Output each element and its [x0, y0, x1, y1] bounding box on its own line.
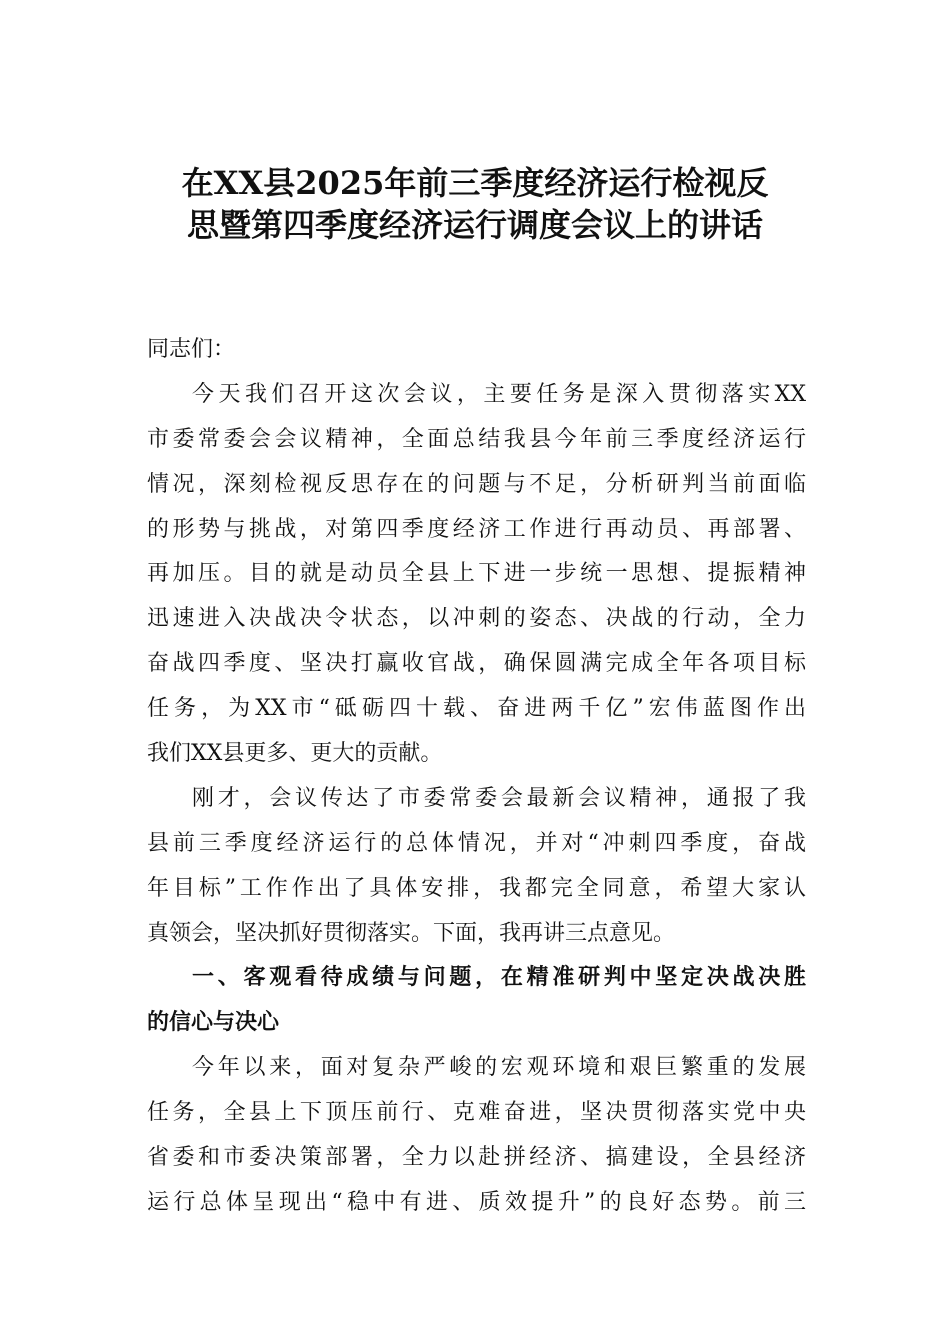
text-line: 省委和市委决策部署，全力以赴拼经济、搞建设，全县经济 [147, 1145, 806, 1171]
document-body [147, 328, 806, 1226]
text-line: 运行总体呈现出“稳中有进、质效提升”的良好态势。前三 [147, 1189, 806, 1215]
text-line: 今年以来，面对复杂严峻的宏观环境和艰巨繁重的发展 [192, 1055, 806, 1081]
text-line: 年目标”工作作出了具体安排，我都完全同意，希望大家认 [147, 875, 806, 901]
paragraph [147, 1046, 806, 1226]
text-line: 迅速进入决战决令状态，以冲刺的姿态、决战的行动，全力 [147, 606, 806, 632]
text-line: 的形势与挑战，对第四季度经济工作进行再动员、再部署、 [147, 516, 806, 542]
text-line: 我们XX县更多、更大的贡献。 [147, 741, 443, 767]
text-line: 情况，深刻检视反思存在的问题与不足，分析研判当前面临 [147, 471, 806, 497]
text-line: 市委常委会会议精神，全面总结我县今年前三季度经济运行 [147, 426, 806, 452]
text-line: 的信心与决心 [147, 1010, 280, 1036]
text-line: 县前三季度经济运行的总体情况，并对“冲刺四季度，奋战 [147, 830, 806, 856]
text-line: 今天我们召开这次会议，主要任务是深入贯彻落实XX [192, 381, 806, 407]
text-line: 奋战四季度、坚决打赢收官战，确保圆满完成全年各项目标 [147, 651, 806, 677]
text-line: 任务，为XX市“砥砺四十载、奋进两千亿”宏伟蓝图作出 [147, 696, 806, 722]
title-line-2: 思暨第四季度经济运行调度会议上的讲话 [186, 206, 763, 244]
paragraph [147, 373, 806, 777]
text-line: 刚才，会议传达了市委常委会最新会议精神，通报了我 [192, 785, 806, 811]
salutation: 同志们： [147, 337, 236, 362]
paragraph [147, 777, 806, 957]
text-line: 真领会，坚决抓好贯彻落实。下面，我再讲三点意见。 [147, 920, 676, 946]
section-heading [147, 956, 806, 1046]
text-line: 任务，全县上下顶压前行、克难奋进，坚决贯彻落实党中央 [147, 1100, 806, 1126]
text-line: 一、客观看待成绩与问题，在精准研判中坚定决战决胜 [192, 965, 806, 991]
document-title [150, 162, 800, 246]
text-line: 再加压。目的就是动员全县上下进一步统一思想、提振精神 [147, 561, 806, 587]
title-line-1: 在XX县2025年前三季度经济运行检视反 [181, 164, 769, 202]
